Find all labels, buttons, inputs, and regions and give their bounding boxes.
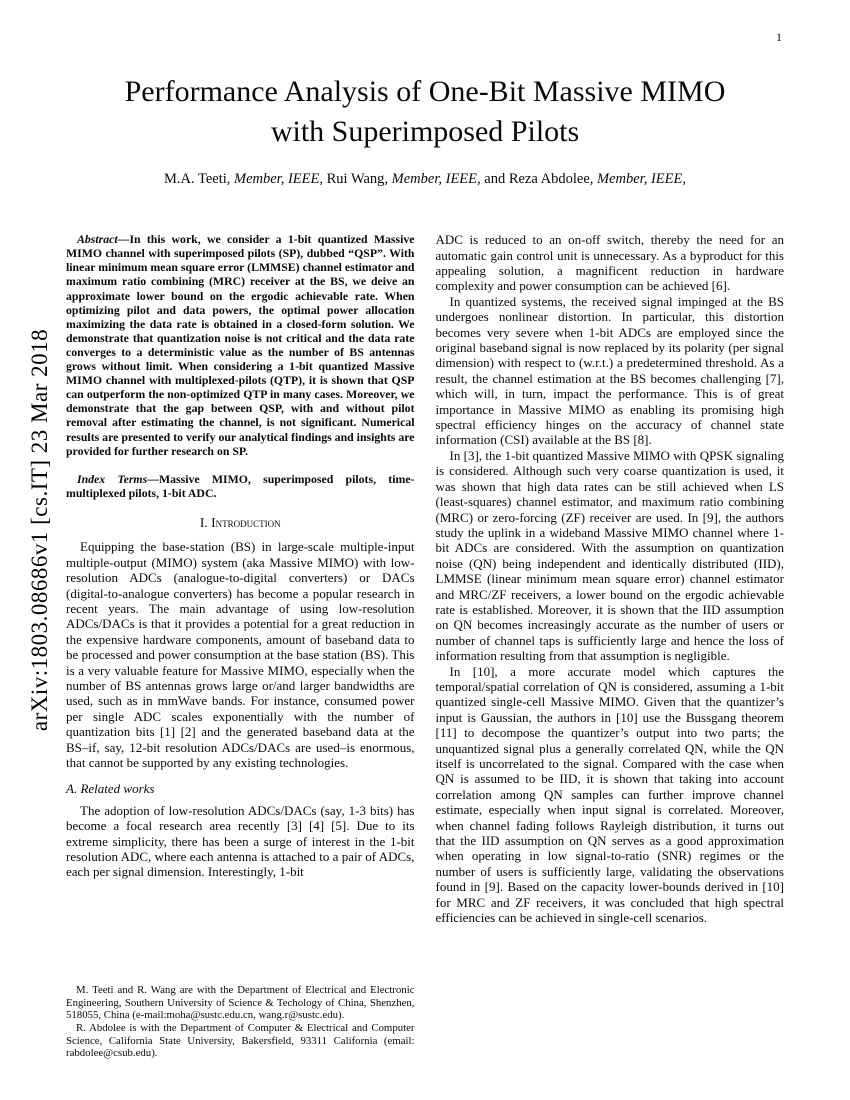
right-paragraph-4: In [10], a more accurate model which captures the temporal/spatial correlation of QN is considered, assuming a 1-bit quantized single-cell Massive MIMO. Given that the quantizer’s input is Gaussian, the authors in [10] use the Bussgang theorem [11] to decompose the quantizer’s output into two parts; the unquantized signal plus a generally correlated QN, while the QN itself is uncorrelated to the signal. Compared with the case when QN is assumed to be IID, it is shown that taking into account correlation among QN samples can further improve channel estimate, especially when input signal is correlated. Moreover, when channel fading follows Rayleigh distribution, it turns out that the IID assumption on QN serves as a good approximation when operating in low signal-to-ratio (SNR) regimes or the number of users is sufficiently large, validating the observations found in [9]. Based on the capacity lower-bounds derived in [10] for MRC and ZF receivers, it was concluded that high spectral efficiencies can be achieved in single-cell scenarios. bbox=[435, 663, 784, 926]
index-terms-paragraph bbox=[66, 472, 415, 500]
abstract-text: —In this work, we consider a 1-bit quantized Massive MIMO channel with superimposed pilots (SP), dubbed “QSP”. With linear minimum mean square error (LMMSE) channel estimator and maximum ratio combining (MRC) receiver at the BS, we deive an approximate lower bound on the ergodic achievable rate. When optimizing pilot and data powers, the optimal power allocation maximizing the data rate is obtained in a closed-form solution. We demonstrate that quantization noise is not critical and the data rate converges to a deterministic value as the number of BS antennas grows without limit. When considering a 1-bit quantized Massive MIMO channel with multiplexed-pilots (QTP), it is shown that QSP can outperform the non-optimized QTP in many cases. Moreover, we demonstrate that the gap between QSP, with and without pilot removal after estimating the channel, is not significant. Numerical results are presented to verify our analytical findings and insights are provided for further research on SP. bbox=[66, 232, 415, 458]
author-2: Rui Wang, Member, IEEE, and bbox=[326, 171, 509, 188]
two-column-body bbox=[66, 232, 784, 1060]
paper-title-line2: with Superimposed Pilots bbox=[270, 114, 580, 148]
footnote-1: M. Teeti and R. Wang are with the Department of Electrical and Electronic Engineering, Southern University of Science & Techology of China, Shenzhen, 518055, China (e-mail:moha@sustc.edu.cn, wang.r@sustc.edu). bbox=[66, 983, 415, 1022]
paper-title bbox=[66, 72, 784, 151]
intro-paragraph-1: Equipping the base-station (BS) in large-scale multiple-input multiple-output (MIMO) system (aka Massive MIMO) with low-resolution ADCs (analogue-to-digital converters) or DACs (digital-to-analogue converters) has become a popular research in recent years. The main advantage of using low-resolution ADCs/DACs is that it provides a potential for a great reduction in the expensive hardware components, amount of baseband data to be processed and power consumption at the base station (BS). This is a very valuable feature for Massive MIMO, especially when the number of BS antennas grows large or/and larger bandwidths are used, such as in mmWave bands. For instance, consumed power per single ADC scales exponentially with the number of quantization bits [1] [2] and the generated baseband data at the BS–if, say, 12-bit resolution ADCs/DACs are used–is enormous, that cannot be supported by any existing technologies. bbox=[66, 539, 415, 770]
footnote-2: R. Abdolee is with the Department of Computer & Electrical and Computer Science, California State University, Bakersfield, 93311 California (email: rabdolee@csub.edu). bbox=[66, 1022, 415, 1060]
subsection-heading-related-works: A. Related works bbox=[66, 781, 155, 797]
arxiv-watermark: arXiv:1803.08686v1 [cs.IT] 23 Mar 2018 bbox=[27, 328, 52, 732]
index-terms-label: Index Terms bbox=[77, 471, 148, 486]
author-affiliation-footnote bbox=[66, 984, 415, 1060]
index-terms-text: —Massive MIMO, superimposed pilots, time-multiplexed pilots, 1-bit ADC. bbox=[66, 471, 415, 500]
page-number: 1 bbox=[776, 30, 782, 44]
author-1: M.A. Teeti, Member, IEEE, bbox=[164, 171, 323, 188]
author-3: Reza Abdolee, Member, IEEE, bbox=[508, 171, 686, 188]
related-works-paragraph-1: The adoption of low-resolution ADCs/DACs (say, 1-3 bits) has become a focal research area recently [3] [4] [5]. Due to its extreme simplicity, there has been a surge of interest in the 1-bit resolution ADC, where each antenna is attached to a pair of ADCs, each per signal dimension. Interestingly, 1-bit bbox=[66, 802, 415, 880]
right-paragraph-1: ADC is reduced to an on-off switch, thereby the need for an automatic gain control unit is unnecessary. As a byproduct for this appealing solution, a magnificent reduction in hardware complexity and power consumption can be achieved [6]. bbox=[435, 232, 784, 294]
right-paragraph-3: In [3], the 1-bit quantized Massive MIMO with QPSK signaling is considered. Although such very coarse quantization is used, it was shown that high data rates can be still achieved when LS (least-squares) channel estimator, and maximum ratio combining (MRC) or zero-forcing (ZF) receiver are used. In [9], the authors study the uplink in a wideband Massive MIMO channel where 1-bit ADCs are considered. With the assumption on quantization noise (QN) being independent and identically distributed (IID), LMMSE (linear minimum mean square error) channel estimator and MRC/ZF receivers, a lower bound on the ergodic achievable rate is established. Moreover, it is shown that the IID assumption on QN becomes increasingly accurate as the number of users or number of channel taps is sufficiently large and hence the loss of information resulting from that assumption is negligible. bbox=[435, 447, 784, 664]
paper-title-line1: Performance Analysis of One-Bit Massive MIMO bbox=[124, 75, 726, 108]
left-column bbox=[66, 232, 415, 1060]
abstract-label: Abstract bbox=[77, 232, 118, 247]
right-column bbox=[436, 232, 785, 1060]
right-paragraph-2: In quantized systems, the received signal impinged at the BS undergoes nonlinear distortion. In particular, this distortion becomes very severe when 1-bit ADCs are employed since the original baseband signal is now replaced by its polarity (per signal dimension) with respect to (w.r.t.) a predetermined threshold. As a result, the channel estimation at the BS becomes challenging [7], which will, in turn, impact the performance. This is of great importance in Massive MIMO as enabling its promising high spectral efficiency hinges on the accuracy of channel state information (CSI) available at the BS [8]. bbox=[435, 293, 784, 448]
abstract-paragraph bbox=[66, 232, 415, 458]
section-heading-introduction: I. Introduction bbox=[199, 514, 281, 530]
author-line bbox=[66, 171, 784, 188]
